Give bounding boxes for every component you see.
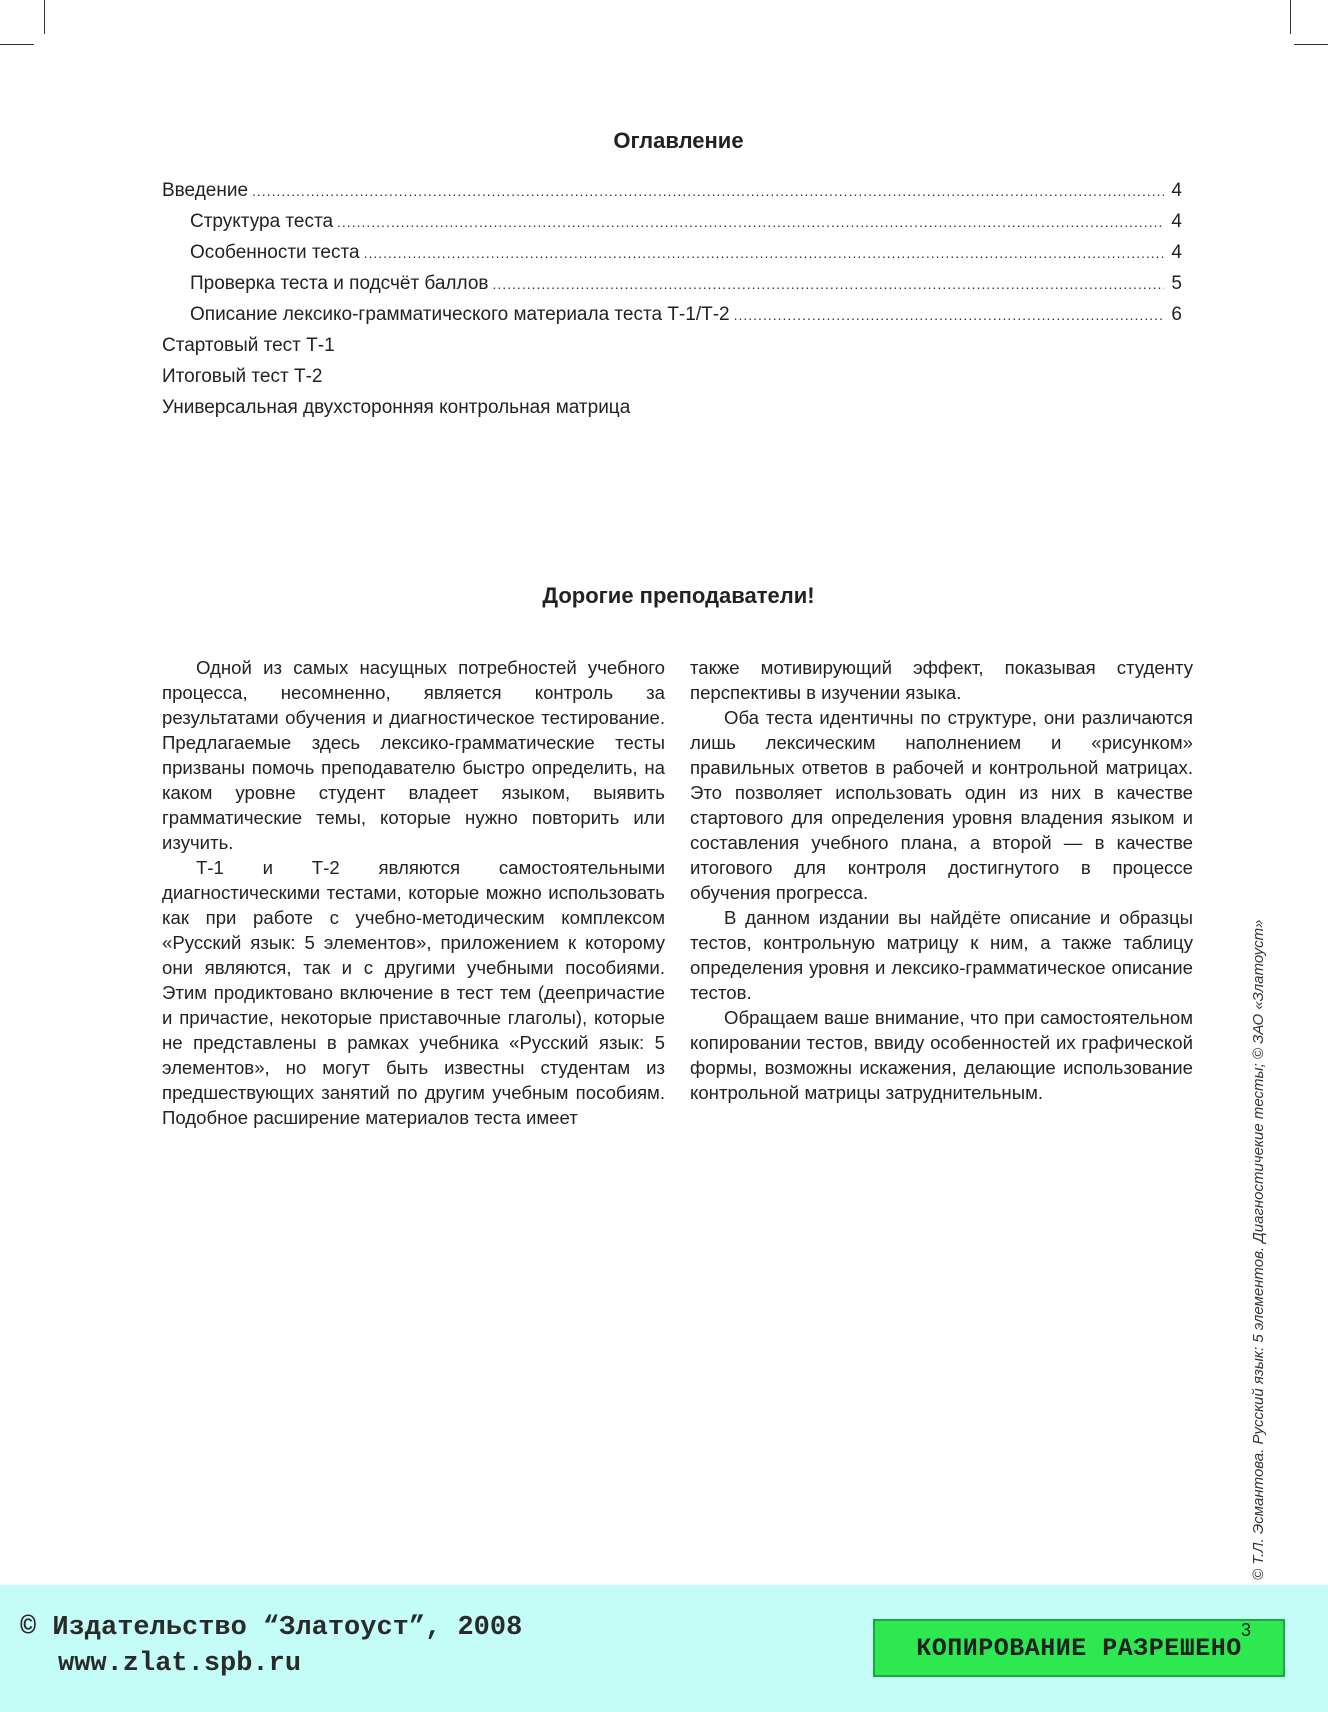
toc-entry-test-features[interactable] <box>162 242 1182 273</box>
toc-leader-dots <box>734 307 1164 323</box>
toc-entry-starting-test[interactable] <box>162 335 1182 366</box>
crop-mark <box>44 0 45 34</box>
toc-entry-page: 5 <box>1171 273 1182 294</box>
publisher-info <box>20 1610 522 1682</box>
toc-entry-page: 4 <box>1171 242 1182 263</box>
toc-entry-test-structure[interactable] <box>162 211 1182 242</box>
toc-entry-page: 6 <box>1171 304 1182 325</box>
toc-leader-dots <box>337 214 1164 230</box>
toc-entry-control-matrix[interactable] <box>162 397 1182 428</box>
toc-leader-dots <box>252 183 1164 199</box>
toc-entry-label: Введение <box>162 180 249 201</box>
letter-paragraph: Одной из самых насущных потребностей учебного процесса, несомненно, является контроль за результатами обучения и диагностическое тестирование. Предлагаемые здесь лексико-грамматические тесты призваны помочь преподавателю быстро определить, на каком уровне студент владеет языком, выявить грамматические темы, которые нужно повторить или изучить. <box>162 657 665 853</box>
toc-title: Оглавление <box>613 128 744 153</box>
toc-entry-label: Проверка теста и подсчёт баллов <box>190 273 489 294</box>
toc-leader-dots <box>364 245 1164 261</box>
publisher-name: © Издательство “Златоуст”, 2008 <box>20 1613 523 1643</box>
toc-entry-label: Особенности теста <box>190 242 360 263</box>
toc-entry-scoring[interactable] <box>162 273 1182 304</box>
toc-entry-label: Итоговый тест Т-2 <box>162 366 323 387</box>
toc-entry-label: Структура теста <box>190 211 334 232</box>
toc-entry-label: Стартовый тест Т-1 <box>162 335 335 356</box>
toc-entry-introduction[interactable] <box>162 180 1182 211</box>
crop-mark <box>1290 0 1291 34</box>
publisher-url-link[interactable]: www.zlat.spb.ru <box>58 1649 302 1679</box>
toc-entry-label: Универсальная двухсторонняя контрольная матрица <box>162 397 631 418</box>
page-number: 3 <box>1241 1620 1252 1640</box>
letter-column-right <box>690 655 1193 1105</box>
letter-paragraph: также мотивирующий эффект, показывая студенту перспективы в изучении языка. <box>690 657 1193 703</box>
letter-paragraph: В данном издании вы найдёте описание и образцы тестов, контрольную матрицу к ним, а также таблицу определения уровня и лексико-грамматическое описание тестов. <box>690 907 1193 1003</box>
letter-title: Дорогие преподаватели! <box>542 583 815 608</box>
letter-paragraph: Т-1 и Т-2 являются самостоятельными диагностическими тестами, которые можно использовать как при работе с учебно-методическим комплексом «Русский язык: 5 элементов», приложением к которому они являются, так и с другими учебными пособиями. Этим продиктовано включение в тест тем (деепричастие и причастие, некоторые приставочные глаголы), которые не представлены в рамках учебника «Русский язык: 5 элементов», но могут быть известны студентам из предшествующих занятий по другим учебным пособиям. Подобное расширение материалов теста имеет <box>162 857 665 1128</box>
toc-leader-dots <box>492 276 1164 292</box>
toc-entry-page: 4 <box>1171 180 1182 201</box>
toc-entry-label: Описание лексико-грамматического материала теста Т-1/Т-2 <box>190 304 730 325</box>
crop-mark <box>0 44 34 45</box>
toc-entry-page: 4 <box>1171 211 1182 232</box>
table-of-contents <box>162 180 1182 428</box>
toc-entry-final-test[interactable] <box>162 366 1182 397</box>
letter-paragraph: Оба теста идентичны по структуре, они различаются лишь лексическим наполнением и «рисунком» правильных ответов в рабочей и контрольной матрицах. Это позволяет использовать один из них в качестве стартового для определения уровня владения языком и составления учебного плана, а второй — в качестве итогового для контроля достигнутого в процессе обучения прогресса. <box>690 707 1193 903</box>
copying-allowed-badge: КОПИРОВАНИЕ РАЗРЕШЕНО <box>873 1619 1285 1677</box>
toc-entry-material-description[interactable] <box>162 304 1182 335</box>
copyright-sidebar-note: © Т.Л. Эсмантова. Русский язык: 5 элементов. Диагностичекие тесты; © ЗАО «Златоуст» <box>1250 919 1267 1580</box>
letter-column-left <box>162 655 665 1130</box>
crop-mark <box>1294 44 1328 45</box>
letter-paragraph: Обращаем ваше внимание, что при самостоятельном копировании тестов, ввиду особенностей их графической формы, возможны искажения, делающие использование контрольной матрицы затруднительным. <box>690 1007 1193 1103</box>
